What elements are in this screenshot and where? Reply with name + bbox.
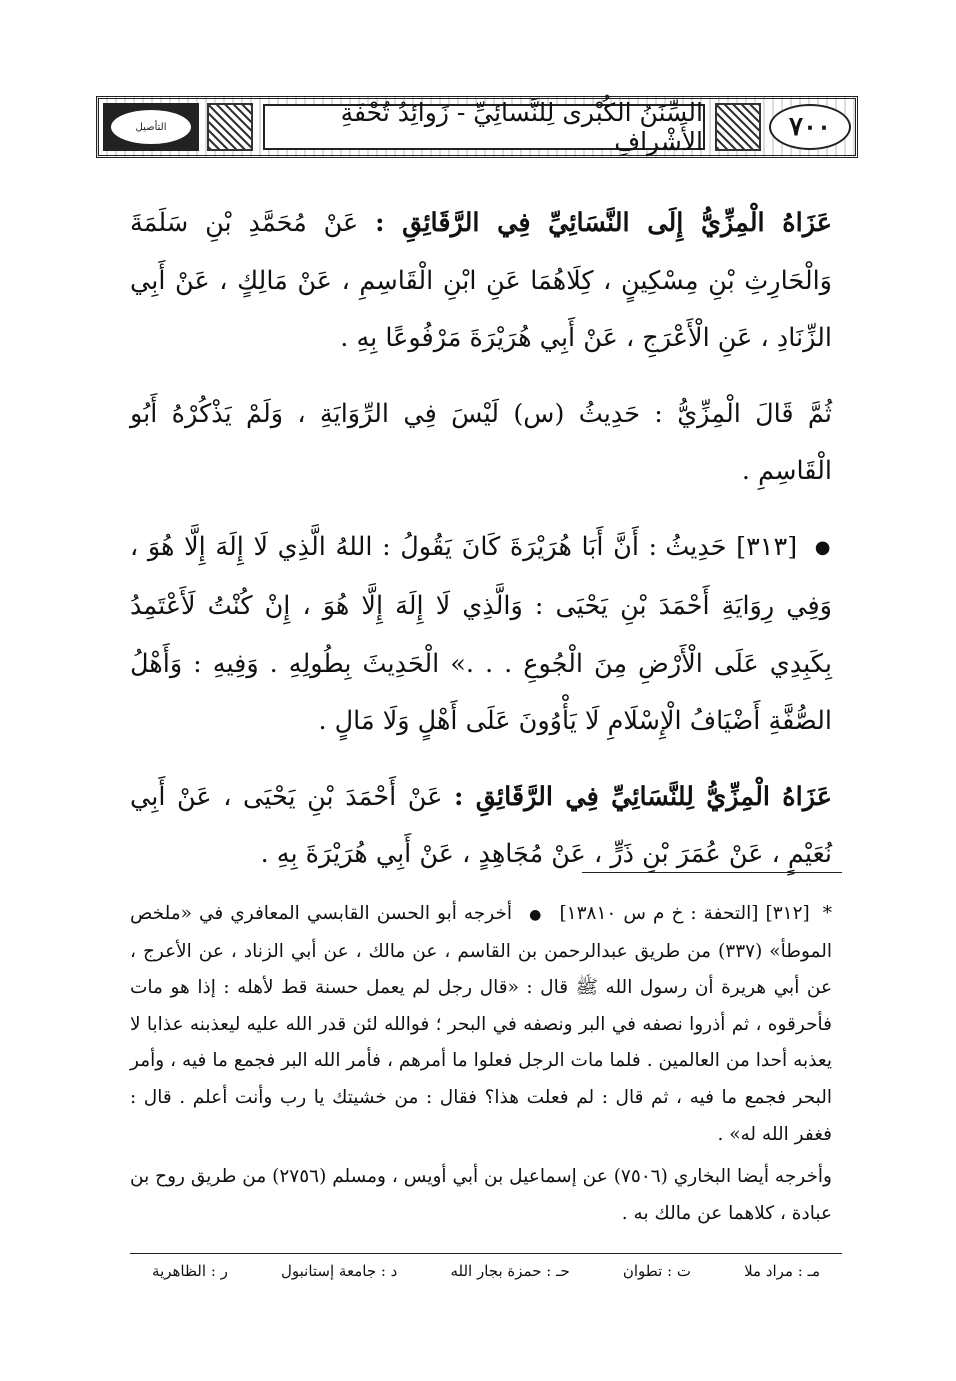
siglum: حـ : حمزة بجار الله	[450, 1262, 570, 1280]
attribution-paragraph-1	[130, 195, 832, 368]
header-ornament-right	[715, 103, 761, 151]
footnotes	[130, 896, 832, 1232]
siglum: د : جامعة إستانبول	[280, 1262, 398, 1280]
bullet-icon: ●	[529, 907, 543, 923]
header-ornament-left	[207, 103, 253, 151]
bullet-icon: ●	[814, 536, 832, 558]
attribution-lead: عَزَاهُ الْمِزِّيُّ إِلَى النَّسَائِيِّ فِي الرَّقَائِقِ :	[375, 208, 832, 238]
attribution-paragraph-2	[130, 769, 832, 884]
siglum: ر : الظاهرية	[152, 1262, 228, 1280]
main-text	[130, 195, 832, 899]
siglum: مـ : مراد ملا	[744, 1262, 820, 1280]
manuscript-sigla	[130, 1262, 842, 1292]
running-header	[96, 96, 858, 158]
footnote-additional: وأخرجه أيضا البخاري (٧٥٠٦) عن إسماعيل بن أبي أويس ، ومسلم (٢٧٥٦) من طريق روح بن عبادة ، كلاهما عن مالك به .	[130, 1166, 832, 1224]
footnote-separator	[582, 872, 842, 873]
siglum: ت : تطوان	[622, 1262, 691, 1280]
mizzi-comment: ثُمَّ قَالَ الْمِزِّيُّ : حَدِيثُ (س) لَيْسَ فِي الرِّوَايَةِ ، وَلَمْ يَذْكُرْهُ أَبُو الْقَاسِمِ .	[130, 398, 832, 486]
hadith-text: حَدِيثُ : أَنَّ أَبَا هُرَيْرَةَ كَانَ يَقُولُ : اللهُ الَّذِي لَا إِلَهَ إِلَّا هُوَ ، وَفِي رِوَايَةِ أَحْمَدَ بْنِ يَحْيَى : وَالَّذِي لَا إِلَهَ إِلَّا هُوَ ، إِنْ كُنْتُ لَأَعْتَمِدُ بِكَبِدِي عَلَى الْأَرْضِ مِنَ الْجُوعِ . . .» الْحَدِيثَ بِطُولِهِ . وَفِيهِ : وَأَهْلُ الصُّفَّةِ أَضْيَافُ الْإِسْلَامِ لَا يَأْوُونَ عَلَى أَهْلٍ وَلَا مَالٍ .	[130, 531, 832, 736]
hadith-313	[130, 519, 832, 751]
footnote-ref: [٣١٢] [التحفة : خ م س ١٣٨١٠]	[559, 903, 810, 924]
attribution-lead: عَزَاهُ الْمِزِّيُّ لِلنَّسَائِيِّ فِي الرَّقَائِقِ :	[454, 781, 833, 812]
page-number: ٧٠٠	[769, 104, 851, 150]
emblem-text: التأصيل	[109, 108, 193, 146]
bottom-rule	[130, 1253, 842, 1254]
publisher-emblem	[103, 103, 199, 151]
asterisk-icon: *	[822, 903, 833, 924]
attribution-chain: عَنْ أَحْمَدَ بْنِ يَحْيَى ، عَنْ أَبِي نُعَيْمٍ ، عَنْ عُمَرَ بْنِ ذَرٍّ ، عَنْ مُجَاهِدٍ ، عَنْ أَبِي هُرَيْرَةَ بِهِ .	[130, 781, 832, 869]
book-title: السِّنَنُ الكُبْرى لِلنَّسائِيِّ - زَوائِدُ تُحْفَةِ الأَشْرافِ	[263, 104, 705, 150]
hadith-number: [٣١٣]	[736, 531, 798, 562]
footnote-312	[130, 896, 832, 1153]
footnote-text: أخرجه أبو الحسن القابسي المعافري في «ملخص الموطأ» (٣٣٧) من طريق عبدالرحمن بن القاسم ، عن مالك ، عن أبي الزناد ، عن الأعرج ، عن أبي هريرة أن رسول الله ﷺ قال : «قال رجل لم يعمل حسنة قط لأهله : إذا هو مات فأحرقوه ، ثم أذروا نصفه في البر ونصفه في البحر ؛ فوالله لئن قدر الله عليه ليعذبنه عذابا لا يعذبه أحدا من العالمين . فلما مات الرجل فعلوا ما أمرهم ، فأمر الله البر فجمع ما فيه ، وأمر البحر فجمع ما فيه ، ثم قال : لم فعلت هذا؟ فقال : من خشيتك يا رب وأنت أعلم . قال : فغفر الله له» .	[130, 903, 832, 1145]
attribution-chain: عَنْ مُحَمَّدِ بْنِ سَلَمَةَ وَالْحَارِثِ بْنِ مِسْكِينٍ ، كِلَاهُمَا عَنِ ابْنِ الْقَاسِمِ ، عَنْ مَالِكٍ ، عَنْ أَبِي الزِّنَادِ ، عَنِ الْأَعْرَجِ ، عَنْ أَبِي هُرَيْرَةَ مَرْفُوعًا بِهِ .	[130, 208, 832, 353]
